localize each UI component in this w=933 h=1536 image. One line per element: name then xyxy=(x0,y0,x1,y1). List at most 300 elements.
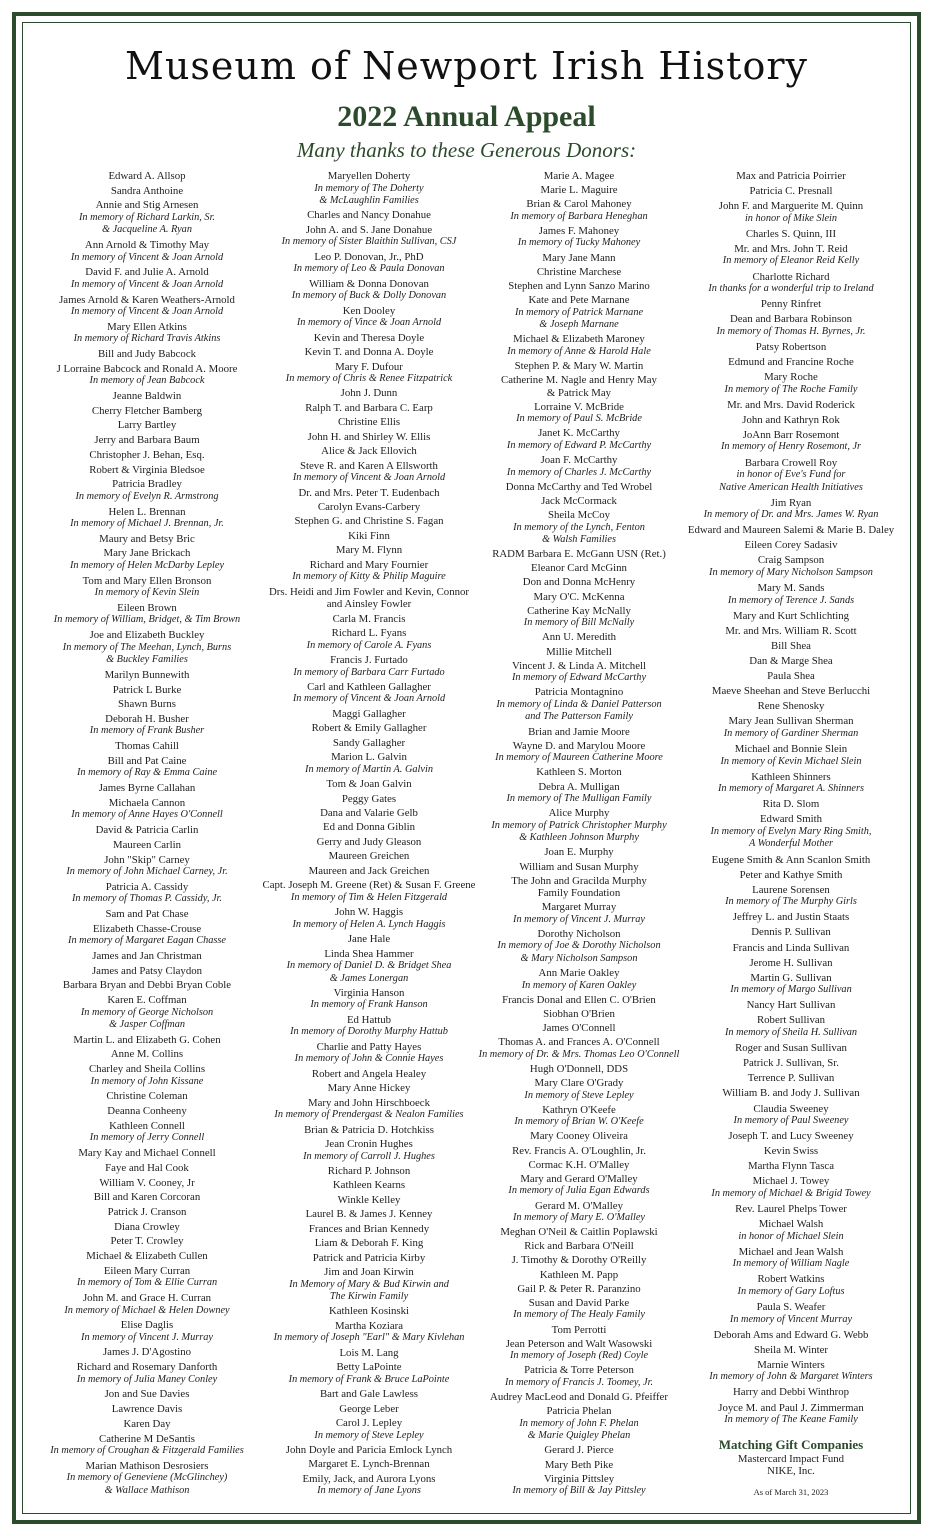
donor-name: Christine Marchese xyxy=(536,265,622,278)
donor-entry xyxy=(771,640,811,653)
donor-name: Catherine M DeSantis xyxy=(99,1432,195,1445)
donor-entry xyxy=(725,371,858,396)
donor-dedication: In memory of Vincent Murray xyxy=(729,1313,853,1325)
donor-entry xyxy=(735,1042,847,1055)
donor-entry xyxy=(738,1218,843,1243)
donor-entry xyxy=(292,278,446,303)
donor-dedication: In memory of Vincent & Joan Arnold xyxy=(70,278,224,290)
donor-name: Mary Clare O'Grady xyxy=(534,1077,624,1090)
donor-name: Maury and Betsy Bric xyxy=(99,532,195,545)
donor-name: Hugh O'Donnell, DDS xyxy=(529,1062,629,1075)
donor-entry xyxy=(79,199,215,237)
donor-name: Penny Rinfret xyxy=(760,298,822,311)
donor-entry xyxy=(304,1124,434,1137)
donor-entry xyxy=(754,1344,828,1357)
donor-name: Mary M. Sands xyxy=(757,582,825,595)
donor-name: Eugene Smith & Ann Scanlon Smith xyxy=(711,853,871,866)
donor-name: Deanna Conheeny xyxy=(107,1105,187,1118)
donor-entry xyxy=(512,1145,646,1158)
donor-name: Peter T. Crowley xyxy=(110,1235,184,1248)
donor-entry xyxy=(738,1273,845,1298)
donor-name: Terrence P. Sullivan xyxy=(747,1072,835,1085)
donor-name: Bart and Gale Lawless xyxy=(319,1388,419,1401)
donor-name: Edward Smith xyxy=(759,813,823,826)
donor-name: Rev. Francis A. O'Loughlin, Jr. xyxy=(512,1144,646,1157)
donor-name: James O'Connell xyxy=(542,1022,616,1035)
donor-entry xyxy=(523,576,635,589)
donor-name: Marnie Winters xyxy=(757,1358,825,1371)
donor-name: Jeanne Baldwin xyxy=(112,389,182,402)
donor-entry xyxy=(711,813,872,851)
donor-dedication: In memory of John Michael Carney, Jr. xyxy=(66,866,228,877)
donor-name: Rene Shenosky xyxy=(757,700,825,713)
donor-name: Cherry Fletcher Bamberg xyxy=(91,404,203,417)
donor-name: Faye and Hal Cook xyxy=(105,1161,189,1174)
donor-name: Peggy Gates xyxy=(341,792,397,805)
as-of-date: As of March 31, 2023 xyxy=(753,1487,829,1498)
donor-name: Alice & Jack Ellovich xyxy=(321,445,417,458)
donor-name: John M. and Grace H. Curran xyxy=(82,1292,212,1305)
donor-name: Patricia Phelan xyxy=(546,1405,612,1418)
donor-dedication: In memory of Carroll J. Hughes xyxy=(303,1150,435,1162)
donor-dedication: & Kathleen Johnson Murphy xyxy=(519,832,639,844)
donor-entry xyxy=(529,1159,630,1172)
donor-entry xyxy=(688,524,894,537)
donor-dedication: A Wonderful Mother xyxy=(748,838,834,850)
donor-entry xyxy=(537,266,621,279)
donor-dedication: In memory of Richard Travis Atkins xyxy=(73,333,221,345)
donor-name: Siobhan O'Brien xyxy=(543,1007,615,1020)
donor-dedication: In memory of Vincent & Joan Arnold xyxy=(292,693,446,705)
donor-entry xyxy=(312,1068,426,1081)
donor-entry xyxy=(73,1034,220,1047)
donor-dedication: In memory of Steve Lepley xyxy=(524,1089,634,1101)
donor-name: Maggi Gallagher xyxy=(332,707,406,720)
donor-entry xyxy=(105,669,190,682)
donor-dedication: The Kirwin Family xyxy=(329,1291,409,1302)
donor-entry xyxy=(115,740,179,753)
donor-dedication: In memory of Anne Hayes O'Connell xyxy=(71,809,223,821)
donor-dedication: In memory of Jerry Connell xyxy=(89,1132,205,1144)
donor-name: Mary Ellen Atkins xyxy=(107,320,187,333)
donor-name: Patrick L Burke xyxy=(112,683,182,696)
donor-dedication: In memory of Patrick Marnane xyxy=(514,306,644,318)
donor-entry xyxy=(315,1237,424,1250)
donor-entry xyxy=(113,839,181,852)
donor-name: Charlie and Patty Hayes xyxy=(316,1040,422,1053)
donor-entry xyxy=(519,861,638,874)
donor-entry xyxy=(718,771,864,796)
donor-name: John F. and Marguerite M. Quinn xyxy=(718,200,864,213)
donor-dedication: In memory of Dorothy Murphy Hattub xyxy=(290,1026,448,1038)
donor-entry xyxy=(515,294,643,332)
donor-entry xyxy=(743,1057,839,1070)
donor-name: Eileen Corey Sadasiv xyxy=(744,539,838,552)
donor-entry xyxy=(544,1444,613,1457)
donor-entry xyxy=(728,1130,853,1143)
donor-entry xyxy=(339,1347,398,1360)
donor-entry xyxy=(531,562,627,575)
donor-name: Steve R. and Karen A Ellsworth xyxy=(300,459,438,472)
donor-dedication: In memory of Joe & Dorothy Nicholson xyxy=(497,940,661,952)
donor-dedication: In memory of Kevin Slein xyxy=(94,587,200,599)
donor-entry xyxy=(323,821,415,834)
donor-name: Brian & Carol Mahoney xyxy=(526,198,632,211)
donor-entry xyxy=(71,797,223,822)
matching-gifts-heading: Matching Gift Companies xyxy=(718,1437,864,1453)
donor-entry xyxy=(66,854,227,879)
donor-name: John "Skip" Carney xyxy=(104,853,190,866)
donor-entry xyxy=(761,298,821,311)
donor-entry xyxy=(751,926,830,939)
donor-entry xyxy=(534,591,625,604)
donor-entry xyxy=(289,1266,449,1304)
donor-dedication: In memory of Anne & Harold Hale xyxy=(507,345,651,357)
donor-name: Charley and Sheila Collins xyxy=(88,1063,206,1076)
donor-column-1 xyxy=(36,170,258,1498)
donor-name: Kate and Pete Marnane xyxy=(528,294,630,307)
donor-name: Maryellen Doherty xyxy=(327,170,411,182)
donor-name: Francis Donal and Ellen C. O'Brien xyxy=(502,993,656,1006)
donor-dedication: In memory of Leo & Paula Donovan xyxy=(293,263,445,275)
donor-name: Jon and Sue Davies xyxy=(104,1388,190,1401)
donor-name: Nancy Hart Sullivan xyxy=(746,999,836,1012)
donor-entry xyxy=(289,1361,450,1386)
donor-entry xyxy=(107,1105,186,1118)
donor-entry xyxy=(758,700,825,713)
donor-entry xyxy=(725,625,856,638)
donor-name: Charlotte Richard xyxy=(752,270,830,283)
donor-name: Debra A. Mulligan xyxy=(538,780,620,793)
donor-entry xyxy=(712,685,870,698)
donor-entry xyxy=(507,427,651,452)
donor-name: Bill and Judy Babcock xyxy=(97,348,197,361)
donor-entry xyxy=(519,1405,638,1443)
donor-name: Jean Peterson and Walt Wasowski xyxy=(505,1337,653,1350)
donor-name: Susan and David Parke xyxy=(528,1296,630,1309)
donor-name: Harry and Debbi Winthrop xyxy=(732,1386,849,1399)
donor-entry xyxy=(263,879,476,904)
donor-name: Laurel B. & James J. Kenney xyxy=(305,1208,433,1221)
donor-entry xyxy=(308,431,431,444)
donor-name: Christine Coleman xyxy=(106,1090,188,1103)
donor-entry xyxy=(507,333,651,358)
donor-name: Charles and Nancy Donahue xyxy=(307,209,431,222)
donor-entry xyxy=(719,200,863,225)
donor-name: Peter and Kathye Smith xyxy=(739,868,843,881)
donor-dedication: In memory of Frank Busher xyxy=(89,725,205,737)
donor-name: James and Patsy Claydon xyxy=(91,964,203,977)
donor-name: John Doyle and Paricia Emlock Lynch xyxy=(285,1444,453,1456)
donor-entry xyxy=(112,1403,182,1416)
donor-dedication: In memory of Joseph (Red) Coyle xyxy=(509,1350,649,1362)
donor-entry xyxy=(92,950,201,963)
donor-name: Lorraine V. McBride xyxy=(534,400,624,413)
donor-entry xyxy=(722,1087,859,1100)
donor-name: Paula Shea xyxy=(767,670,815,683)
donor-entry xyxy=(728,582,854,607)
donor-column-2 xyxy=(258,170,480,1498)
donor-name: Catherine Kay McNally xyxy=(527,604,631,617)
donor-dedication: In memory of Sheila H. Sullivan xyxy=(724,1026,858,1038)
donor-name: Patricia & Torre Peterson xyxy=(524,1364,634,1377)
donor-name: Eileen Brown xyxy=(117,601,177,614)
matching-company: NIKE, Inc. xyxy=(767,1465,815,1478)
donor-entry xyxy=(293,460,445,485)
donor-entry xyxy=(724,715,859,740)
donor-name: Helen L. Brennan xyxy=(108,505,186,518)
donor-name: Mr. and Mrs. David Roderick xyxy=(727,398,855,411)
donor-name: Max and Patricia Poirrier xyxy=(736,170,846,182)
donor-entry xyxy=(59,294,235,319)
donor-name: Joan F. McCarthy xyxy=(540,454,618,467)
donor-entry xyxy=(295,1041,444,1066)
donor-name: Kathleen M. Papp xyxy=(539,1268,619,1281)
donor-name: Margaret E. Lynch-Brennan xyxy=(308,1458,430,1471)
donor-dedication: In memory of Henry Rosemont, Jr xyxy=(720,441,862,453)
donor-name: Joe and Elizabeth Buckley xyxy=(89,629,205,642)
donor-entry xyxy=(709,1359,872,1384)
donor-name: Barbara Crowell Roy xyxy=(744,456,838,469)
donor-name: David & Patricia Carlin xyxy=(95,824,199,837)
donor-entry xyxy=(721,743,862,768)
donor-entry xyxy=(513,901,645,926)
donor-dedication: In memory of Croughan & Fitzgerald Families xyxy=(50,1445,244,1457)
donor-entry xyxy=(545,1459,613,1472)
donor-entry xyxy=(341,387,398,400)
donor-entry xyxy=(507,781,652,806)
donor-entry xyxy=(76,478,219,503)
donor-entry xyxy=(721,429,861,454)
donor-entry xyxy=(309,1223,429,1236)
donor-name: Family Foundation xyxy=(537,887,621,900)
donor-entry xyxy=(77,1265,217,1290)
donor-dedication: & Buckley Families xyxy=(106,654,188,666)
donor-entry xyxy=(708,271,873,296)
donor-dedication: In memory of Linda & Daniel Patterson xyxy=(496,698,662,710)
donor-entry xyxy=(92,965,202,978)
donor-entry xyxy=(96,824,199,837)
donor-entry xyxy=(77,1361,218,1386)
donor-name: Kiki Finn xyxy=(348,529,390,542)
donor-dedication: In memory of Steve Lepley xyxy=(314,1429,424,1441)
donor-entry xyxy=(274,1320,465,1345)
donor-dedication: In memory of Bill & Jay Pittsley xyxy=(512,1485,646,1497)
donor-dedication: In memory of The Mulligan Family xyxy=(506,793,652,805)
matching-company: Mastercard Impact Fund xyxy=(737,1453,845,1466)
donor-dedication: & Jacqueline A. Ryan xyxy=(102,224,192,236)
donor-entry xyxy=(767,670,815,683)
donor-dedication: In memory of Helen A. Lynch Haggis xyxy=(292,918,446,930)
donor-name: William V. Cooney, Jr xyxy=(99,1176,195,1189)
donor-entry xyxy=(338,416,400,429)
donor-name: Patrick and Patricia Kirby xyxy=(312,1251,426,1264)
donor-name: Mary F. Dufour xyxy=(335,360,403,373)
donor-name: John A. and S. Jane Donahue xyxy=(305,223,433,236)
donor-name: Virginia Pittsley xyxy=(543,1472,615,1485)
donor-name: Ed Hattub xyxy=(346,1013,392,1026)
donor-entry xyxy=(287,948,452,986)
donor-entry xyxy=(77,755,217,780)
donor-entry xyxy=(756,341,826,354)
donor-entry xyxy=(712,854,871,867)
donor-entry xyxy=(763,798,820,811)
donor-name: David F. and Julie A. Arnold xyxy=(85,266,209,279)
donor-entry xyxy=(542,631,616,644)
donor-name: Stephen G. and Christine S. Fagan xyxy=(294,515,444,528)
donor-name: Mary and Kurt Schlichting xyxy=(732,609,850,622)
donor-entry xyxy=(118,698,176,711)
donor-dedication: In thanks for a wonderful trip to Ireland xyxy=(708,283,874,295)
donor-entry xyxy=(98,348,196,361)
donor-dedication: Native American Health Initiatives xyxy=(719,481,863,493)
donor-entry xyxy=(704,497,879,522)
donor-entry xyxy=(508,280,650,293)
donor-entry xyxy=(518,225,640,250)
donor-name: Dana and Valarie Gelb xyxy=(320,807,418,819)
donor-entry xyxy=(318,501,420,514)
donor-entry xyxy=(522,967,637,992)
donor-dedication: In memory of Maureen Catherine Moore xyxy=(495,752,663,764)
donor-entry xyxy=(711,1175,870,1200)
donor-dedication: In memory of Thomas P. Cassidy, Jr. xyxy=(72,893,222,905)
donor-name: Annie and Stig Arnesen xyxy=(95,199,199,212)
donor-name: Sheila McCoy xyxy=(547,509,611,521)
donor-name: Millie Mitchell xyxy=(546,645,612,658)
donor-entry xyxy=(749,655,832,668)
donor-dedication: In memory of Brian W. O'Keefe xyxy=(514,1116,644,1128)
donor-entry xyxy=(312,722,427,735)
donor-dedication: In memory of Chris & Renee Fitzpatrick xyxy=(285,373,453,384)
donor-entry xyxy=(108,1206,187,1219)
donor-entry xyxy=(90,1120,204,1145)
donor-dedication: In memory of The Keane Family xyxy=(724,1414,858,1426)
donor-name: James and Jan Christman xyxy=(92,949,202,962)
donor-dedication: In memory of Dr. & Mrs. Thomas Leo O'Connell xyxy=(478,1048,680,1060)
donor-entry xyxy=(542,1022,615,1035)
donor-entry xyxy=(339,1403,398,1416)
donor-entry xyxy=(286,361,452,386)
donor-entry xyxy=(293,654,444,679)
donor-name: Kevin T. and Donna A. Doyle xyxy=(304,346,434,359)
donor-dedication: In memory of Edward McCarthy xyxy=(511,672,647,684)
donor-name: Thomas Cahill xyxy=(115,740,179,753)
donor-entry xyxy=(495,740,663,765)
donor-name: & Patrick May xyxy=(546,386,612,399)
donor-name: Rick and Barbara O'Neill xyxy=(524,1240,634,1253)
donor-entry xyxy=(492,548,666,561)
donor-entry xyxy=(310,987,427,1012)
donor-name: Marion L. Galvin xyxy=(331,751,407,764)
donor-entry xyxy=(517,1283,640,1296)
donor-dedication: In memory of Edward P. McCarthy xyxy=(506,439,652,451)
donor-entry xyxy=(74,321,221,346)
donor-name: James J. D'Agostino xyxy=(102,1346,192,1359)
donor-name: Francis J. Furtado xyxy=(330,654,408,666)
donor-name: Paula S. Weafer xyxy=(756,1301,826,1314)
donor-entry xyxy=(725,884,857,909)
donor-name: Kathryn O'Keefe xyxy=(542,1103,616,1116)
donor-entry xyxy=(306,1208,433,1221)
donor-name: Joyce M. and Paul J. Zimmerman xyxy=(718,1401,864,1414)
donor-dedication: In memory of Margo Sullivan xyxy=(730,984,852,996)
donor-name: Larry Bartley xyxy=(117,419,177,432)
donor-name: RADM Barbara E. McGann USN (Ret.) xyxy=(492,548,666,561)
donor-entry xyxy=(294,251,445,276)
donor-dedication: In memory of Vincent J. Murray xyxy=(513,913,645,925)
donor-entry xyxy=(733,610,849,623)
donor-name: Maureen and Jack Greichen xyxy=(308,864,430,877)
donor-entry xyxy=(536,766,621,779)
donor-entry xyxy=(64,1292,229,1317)
donor-entry xyxy=(512,1254,647,1267)
donor-name: Ann U. Meredith xyxy=(541,631,617,644)
donor-name: James Arnold & Karen Weathers-Arnold xyxy=(59,293,235,306)
donor-entry xyxy=(94,1191,200,1204)
donor-dedication: In memory of George Nicholson xyxy=(80,1006,214,1018)
donor-entry xyxy=(491,807,666,845)
donor-entry xyxy=(336,544,402,557)
donor-entry xyxy=(105,1162,189,1175)
donor-entry xyxy=(544,846,613,859)
donor-name: Shawn Burns xyxy=(118,698,176,711)
donor-dedication: In memory of Frank & Bruce LaPointe xyxy=(288,1373,450,1385)
donor-dedication: in honor of Mike Slein xyxy=(744,212,838,224)
donor-dedication: In memory of William, Bridget, & Tim Brown xyxy=(53,614,241,626)
donor-entry xyxy=(81,1319,213,1344)
donor-entry xyxy=(709,554,873,579)
donor-dedication: In memory of Julia Egan Edwards xyxy=(508,1185,650,1197)
donor-name: Janet K. McCarthy xyxy=(538,427,620,440)
donor-name: Jerry and Barbara Baum xyxy=(94,434,200,447)
donor-dedication: In memory of Eleanor Reid Kelly xyxy=(722,255,860,267)
donor-dedication: In memory of the Lynch, Fenton xyxy=(513,521,645,533)
donor-entry xyxy=(514,1104,643,1129)
donor-entry xyxy=(511,875,647,900)
donor-dedication: In memory of Jean Babcock xyxy=(89,375,205,387)
donor-name: Sheila M. Winter xyxy=(753,1343,829,1356)
donor-dedication: In memory of The Doherty xyxy=(314,182,424,194)
donor-entry xyxy=(99,782,196,795)
donor-name: Mary O'C. McKenna xyxy=(533,590,625,603)
donor-entry xyxy=(479,1036,680,1061)
donor-name: and Ainsley Fowler xyxy=(326,598,412,611)
donor-dedication: In memory of Prendergast & Nealon Families xyxy=(274,1109,464,1121)
donor-entry xyxy=(57,363,238,388)
donor-name: Capt. Joseph M. Greene (Ret) & Susan F. Greene xyxy=(262,879,476,892)
donor-name: Cormac K.H. O'Malley xyxy=(528,1158,630,1171)
donor-entry xyxy=(490,1391,668,1404)
donor-name: George Leber xyxy=(339,1402,399,1415)
donor-name: Laurene Sorensen xyxy=(752,883,830,896)
donor-name: Elizabeth Chasse-Crouse xyxy=(92,922,202,935)
donor-entry xyxy=(307,627,432,652)
donor-dedication: In memory of Geneviene (McGlinchey) xyxy=(66,1472,228,1484)
donor-name: Anne M. Collins xyxy=(110,1048,184,1061)
donor-entry xyxy=(286,1444,452,1457)
donor-entry xyxy=(333,1179,405,1192)
donor-dedication: In memory of Evelyn Mary Ring Smith, xyxy=(710,825,872,837)
donor-name: Mary Jean Sullivan Sherman xyxy=(728,715,854,728)
donor-name: Rev. Laurel Phelps Tower xyxy=(735,1203,847,1216)
donor-name: Karen E. Coffman xyxy=(107,994,187,1007)
donor-name: Meghan O'Neil & Caitlin Poplawski xyxy=(500,1226,658,1239)
donor-name: Michael and Bonnie Slein xyxy=(734,743,848,756)
donor-name: Marie L. Maguire xyxy=(540,184,618,197)
donor-entry xyxy=(317,836,422,849)
donor-name: Frances and Brian Kennedy xyxy=(308,1222,430,1235)
donor-name: Virginia Hanson xyxy=(333,986,405,999)
